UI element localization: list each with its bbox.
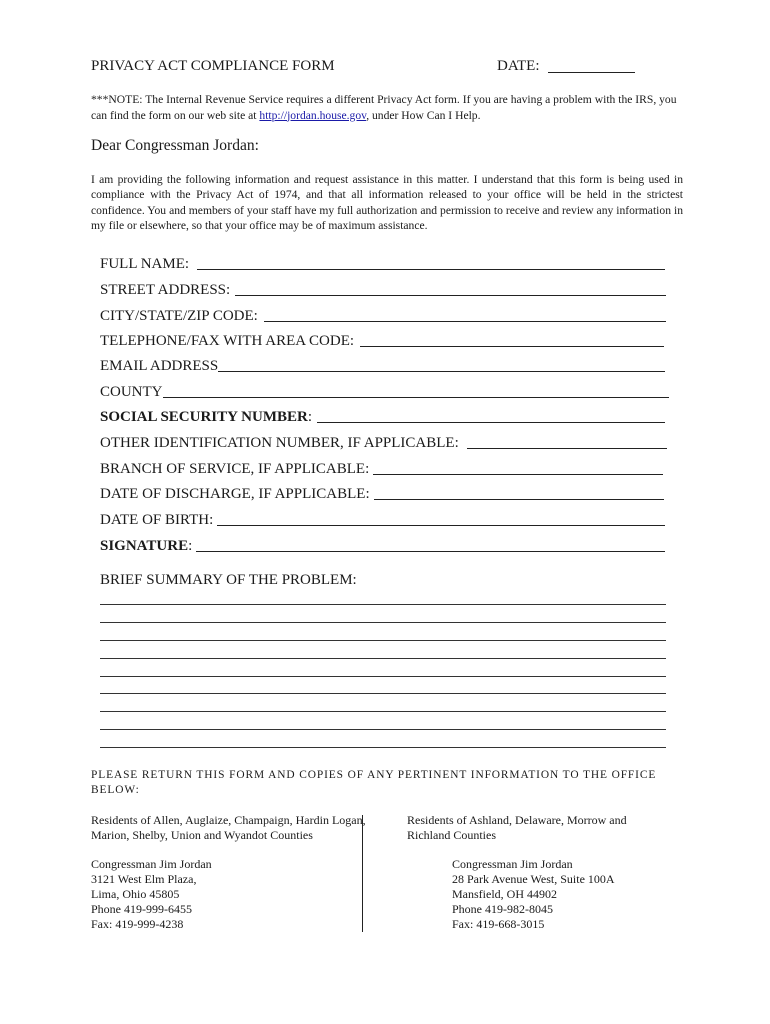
- office-divider: [362, 815, 363, 932]
- ssn-field[interactable]: SOCIAL SECURITY NUMBER :: [100, 408, 665, 426]
- telephone-fax-field[interactable]: [100, 332, 664, 350]
- discharge-label: DATE OF DISCHARGE, IF APPLICABLE:: [100, 486, 370, 502]
- left-office-counties: Residents of Allen, Auglaize, Champaign, Hardin Logan, Marion, Shelby, Union and Wyandot Counties: [91, 813, 366, 842]
- discharge-field[interactable]: [100, 485, 664, 503]
- right-office-phone: Phone 419-982-8045: [452, 902, 553, 916]
- other-id-line[interactable]: [467, 448, 667, 449]
- date-field[interactable]: [548, 72, 635, 73]
- other-id-label: OTHER IDENTIFICATION NUMBER, IF APPLICABLE:: [100, 435, 459, 451]
- full-name-field[interactable]: [100, 255, 665, 273]
- city-state-zip-line[interactable]: [264, 321, 666, 322]
- county-field[interactable]: [100, 383, 669, 401]
- summary-line[interactable]: [100, 711, 666, 712]
- ssn-line[interactable]: [317, 422, 665, 423]
- summary-line[interactable]: [100, 622, 666, 623]
- summary-line[interactable]: [100, 640, 666, 641]
- right-office-street: 28 Park Avenue West, Suite 100A: [452, 872, 615, 886]
- left-office-phone: Phone 419-999-6455: [91, 902, 192, 916]
- branch-field[interactable]: [100, 460, 663, 478]
- right-office-city: Mansfield, OH 44902: [452, 887, 557, 901]
- summary-line[interactable]: [100, 747, 666, 748]
- left-office-street: 3121 West Elm Plaza,: [91, 872, 197, 886]
- return-instructions: PLEASE RETURN THIS FORM AND COPIES OF ANY PERTINENT INFORMATION TO THE OFFICE BELOW:: [91, 769, 657, 796]
- summary-line[interactable]: [100, 729, 666, 730]
- email-line[interactable]: [218, 371, 665, 372]
- other-id-field[interactable]: [100, 434, 667, 452]
- left-office-city: Lima, Ohio 45805: [91, 887, 180, 901]
- salutation: Dear Congressman Jordan:: [91, 137, 259, 154]
- city-state-zip-label: CITY/STATE/ZIP CODE:: [100, 308, 258, 324]
- left-office-fax: Fax: 419-999-4238: [91, 917, 184, 931]
- signature-field[interactable]: SIGNATURE :: [100, 537, 665, 555]
- summary-line[interactable]: [100, 693, 666, 694]
- full-name-label: FULL NAME:: [100, 256, 190, 272]
- summary-line[interactable]: [100, 658, 666, 659]
- street-address-label: STREET ADDRESS:: [100, 282, 231, 298]
- email-label: EMAIL ADDRESS: [100, 358, 219, 374]
- summary-label: BRIEF SUMMARY OF THE PROBLEM:: [100, 572, 357, 588]
- summary-line[interactable]: [100, 604, 666, 605]
- right-office-name: Congressman Jim Jordan: [452, 857, 573, 871]
- intro-paragraph: I am providing the following information and request assistance in this matter. I understand that this form is being used in compliance with the Privacy Act of 1974, and that all information released to your office will be held in the strictest confidence. You and members of your staff have my full authorization and permission to receive and review any information in my file or elsewhere, so that your office may be of maximum assistance.: [91, 173, 683, 233]
- branch-label: BRANCH OF SERVICE, IF APPLICABLE:: [100, 461, 370, 477]
- county-label: COUNTY: [100, 384, 163, 400]
- irs-note: [91, 92, 686, 123]
- full-name-line[interactable]: [197, 269, 665, 270]
- signature-line[interactable]: [196, 551, 665, 552]
- city-state-zip-field[interactable]: [100, 307, 666, 325]
- dob-line[interactable]: [217, 525, 665, 526]
- street-address-field[interactable]: [100, 281, 666, 299]
- ssn-label: SOCIAL SECURITY NUMBER: [100, 409, 308, 425]
- left-office-name: Congressman Jim Jordan: [91, 857, 212, 871]
- form-title: PRIVACY ACT COMPLIANCE FORM: [91, 58, 335, 74]
- right-office-counties: Residents of Ashland, Delaware, Morrow and Richland Counties: [407, 813, 627, 842]
- telephone-fax-line[interactable]: [360, 346, 664, 347]
- dob-field[interactable]: [100, 511, 665, 529]
- telephone-fax-label: TELEPHONE/FAX WITH AREA CODE:: [100, 333, 355, 349]
- branch-line[interactable]: [373, 474, 663, 475]
- dob-label: DATE OF BIRTH:: [100, 512, 214, 528]
- website-link[interactable]: http://jordan.house.gov: [259, 108, 367, 122]
- street-address-line[interactable]: [235, 295, 666, 296]
- discharge-line[interactable]: [374, 499, 664, 500]
- county-line[interactable]: [163, 397, 670, 398]
- summary-line[interactable]: [100, 676, 666, 677]
- date-label: DATE:: [497, 58, 540, 74]
- email-field[interactable]: [100, 357, 665, 375]
- note-text-before: ***NOTE: The Internal Revenue Service requires a different Privacy Act form. If you are having a problem with the IRS, you can find the form on our web site at: [91, 93, 677, 122]
- signature-label: SIGNATURE: [100, 538, 189, 554]
- note-text-after: , under How Can I Help.: [366, 108, 481, 122]
- right-office-fax: Fax: 419-668-3015: [452, 917, 545, 931]
